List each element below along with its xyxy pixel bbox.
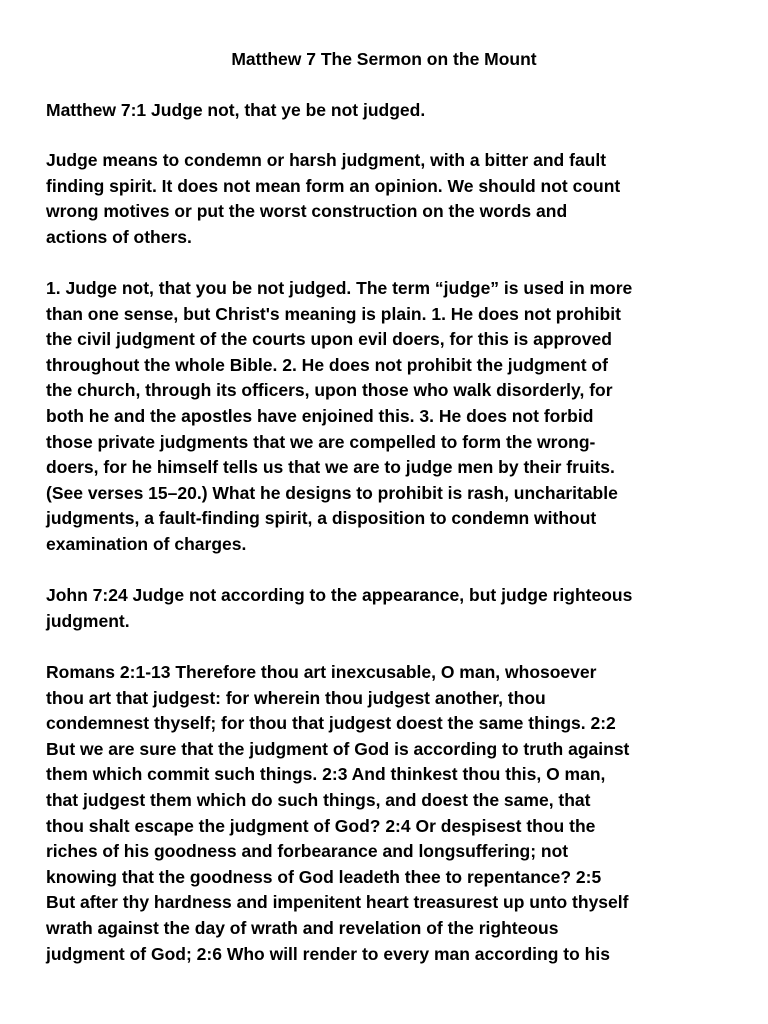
text-line: the church, through its officers, upon those who walk disorderly, for bbox=[46, 380, 613, 401]
text-line: doers, for he himself tells us that we are to judge men by their fruits. bbox=[46, 457, 615, 478]
text-line: finding spirit. It does not mean form an opinion. We should not count bbox=[46, 175, 621, 196]
text-line: judgments, a fault-finding spirit, a disposition to condemn without bbox=[46, 508, 597, 529]
paragraph-judge-definition bbox=[46, 148, 730, 250]
text-line: the civil judgment of the courts upon evil doers, for this is approved bbox=[46, 329, 612, 350]
text-line: than one sense, but Christ's meaning is plain. 1. He does not prohibit bbox=[46, 303, 621, 324]
text-line: condemnest thyself; for thou that judgest doest the same things. 2:2 bbox=[46, 713, 616, 734]
text-line: those private judgments that we are compelled to form the wrong- bbox=[46, 431, 596, 452]
text-line: thou shalt escape the judgment of God? 2:4 Or despisest thou the bbox=[46, 815, 596, 836]
text-line: But we are sure that the judgment of God is according to truth against bbox=[46, 738, 630, 759]
text-line: wrong motives or put the worst construction on the words and bbox=[46, 201, 568, 222]
text-line: But after thy hardness and impenitent heart treasurest up unto thyself bbox=[46, 892, 629, 913]
text-line: Judge means to condemn or harsh judgment, with a bitter and fault bbox=[46, 150, 607, 170]
text-line: 1. Judge not, that you be not judged. The term “judge” is used in more bbox=[46, 278, 633, 298]
text-line: knowing that the goodness of God leadeth thee to repentance? 2:5 bbox=[46, 866, 602, 887]
text-line: riches of his goodness and forbearance and longsuffering; not bbox=[46, 841, 569, 862]
text-line: wrath against the day of wrath and revelation of the righteous bbox=[46, 917, 559, 938]
paragraph-commentary bbox=[46, 276, 730, 558]
text-line: that judgest them which do such things, and doest the same, that bbox=[46, 789, 591, 810]
text-line: them which commit such things. 2:3 And thinkest thou this, O man, bbox=[46, 764, 606, 785]
paragraph-romans-2 bbox=[46, 660, 730, 967]
text-line: judgment. bbox=[46, 610, 130, 631]
text-line: actions of others. bbox=[46, 226, 192, 247]
text-line: both he and the apostles have enjoined this. 3. He does not forbid bbox=[46, 405, 594, 426]
text-line: (See verses 15–20.) What he designs to prohibit is rash, uncharitable bbox=[46, 482, 618, 503]
text-line: John 7:24 Judge not according to the appearance, but judge righteous bbox=[46, 585, 633, 605]
paragraph-john-7-24 bbox=[46, 583, 730, 634]
text-line: examination of charges. bbox=[46, 533, 247, 554]
text-line: Romans 2:1-13 Therefore thou art inexcusable, O man, whosoever bbox=[46, 662, 597, 682]
text-line: throughout the whole Bible. 2. He does not prohibit the judgment of bbox=[46, 354, 608, 375]
text-line: judgment of God; 2:6 Who will render to every man according to his bbox=[46, 943, 610, 964]
text-line: Matthew 7:1 Judge not, that ye be not judged. bbox=[46, 100, 426, 120]
text-line: thou art that judgest: for wherein thou judgest another, thou bbox=[46, 687, 546, 708]
paragraph-verse-7-1 bbox=[46, 98, 730, 124]
document-title: Matthew 7 The Sermon on the Mount bbox=[231, 49, 537, 69]
